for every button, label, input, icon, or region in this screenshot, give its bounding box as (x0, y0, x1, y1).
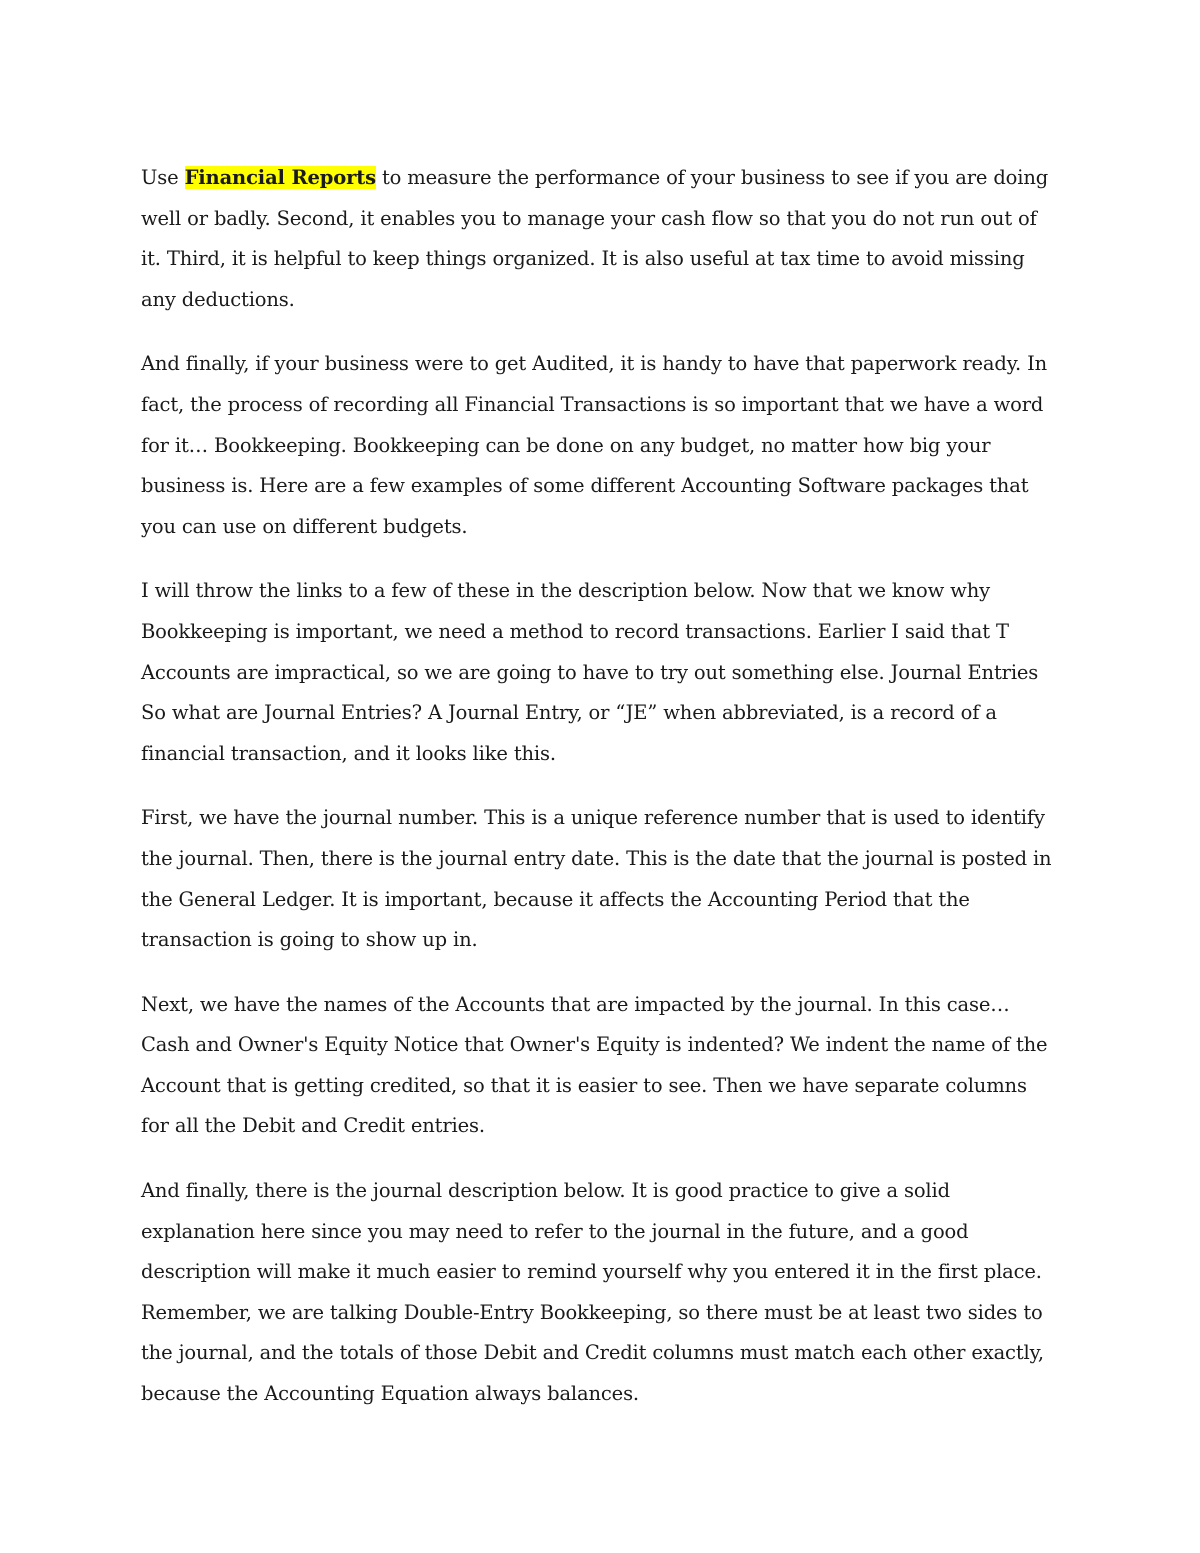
paragraph-4: First, we have the journal number. This is a unique reference number that is used to identify the journal. Then, there is the journal entry date. This is the date that the journal is posted in the General Ledger. It is important, because it affects the Accounting Period that the transaction is going to show up in. (141, 806, 1052, 952)
document-body (141, 158, 1059, 1439)
paragraph-3: I will throw the links to a few of these in the description below. Now that we know why Bookkeeping is important, we need a method to record transactions. Earlier I said that T Accounts are impractical, so we are going to have to try out something else. Journal Entries So what are Journal Entries? A Journal Entry, or “JE” when abbreviated, is a record of a financial transaction, and it looks like this. (141, 579, 1039, 765)
paragraph-5: Next, we have the names of the Accounts that are impacted by the journal. In this case… Cash and Owner's Equity Notice that Owner's Equity is indented? We indent the name of the Account that is getting credited, so that it is easier to see. Then we have separate columns for all the Debit and Credit entries. (141, 992, 1048, 1138)
paragraph-2: And finally, if your business were to get Audited, it is handy to have that paperwork ready. In fact, the process of recording all Financial Transactions is so important that we have a word for it… Bookkeeping. Bookkeeping can be done on any budget, no matter how big your business is. Here are a few examples of some different Accounting Software packages that you can use on different budgets. (141, 352, 1048, 538)
paragraph-1-before: Use (141, 166, 185, 189)
paragraph-1-after: to measure the performance of your business to see if you are doing well or badly. Second, it enables you to manage your cash flow so that you do not run out of it. Third, it is helpful to keep things organized. It is also useful at tax time to avoid missing any deductions. (141, 166, 1049, 311)
paragraph-6: And finally, there is the journal description below. It is good practice to give a solid explanation here since you may need to refer to the journal in the future, and a good description will make it much easier to remind yourself why you entered it in the first place. Remember, we are talking Double-Entry Bookkeeping, so there must be at least two sides to the journal, and the totals of those Debit and Credit columns must match each other exactly, because the Accounting Equation always balances. (141, 1179, 1044, 1406)
highlighted-term: Financial Reports (184, 166, 376, 189)
paragraph-1 (141, 158, 1059, 320)
